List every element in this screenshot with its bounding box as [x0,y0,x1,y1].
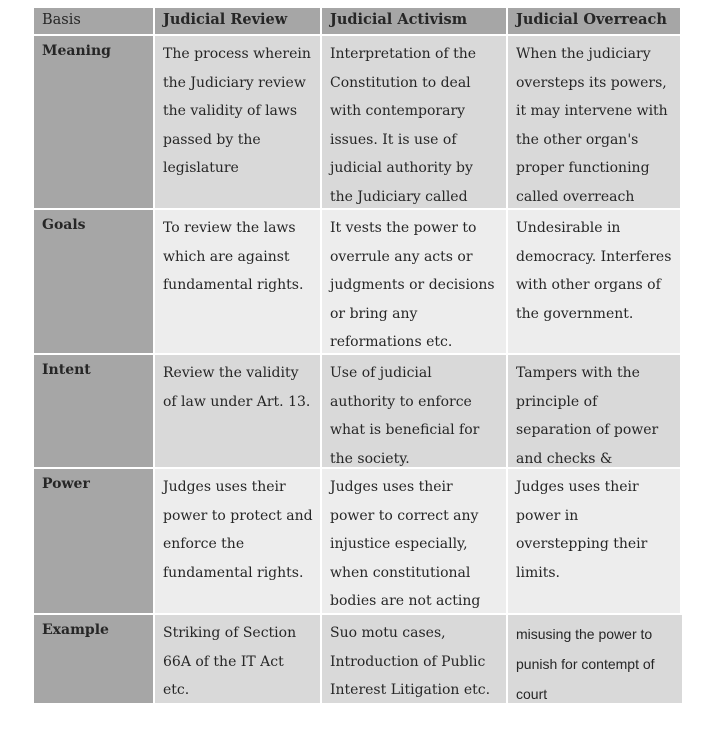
cell-meaning-activism: Interpretation of the Constitution to deal with contemporary issues. It is use of judicial authority by the Judiciary called [322,36,508,210]
row-label-intent: Intent [34,355,155,469]
cell-goals-overreach: Undesirable in democracy. Interferes with other organs of the government. [508,210,682,355]
cell-example-overreach: misusing the power to punish for contempt of court [508,615,682,705]
cell-goals-activism: It vests the power to overrule any acts or judgments or decisions or bring any reformations etc. [322,210,508,355]
header-judicial-review: Judicial Review [155,8,322,36]
header-basis: Basis [34,8,155,36]
cell-intent-review: Review the validity of law under Art. 13. [155,355,322,469]
cell-meaning-overreach: When the judiciary oversteps its powers, it may intervene with the other organ's proper functioning called overreach [508,36,682,210]
cell-power-activism: Judges uses their power to correct any injustice especially, when constitutional bodies are not acting [322,469,508,615]
header-judicial-activism: Judicial Activism [322,8,508,36]
cell-power-review: Judges uses their power to protect and enforce the fundamental rights. [155,469,322,615]
cell-intent-activism: Use of judicial authority to enforce what is beneficial for the society. [322,355,508,469]
cell-meaning-review: The process wherein the Judiciary review the validity of laws passed by the legislature [155,36,322,210]
cell-power-overreach: Judges uses their power in overstepping their limits. [508,469,682,615]
cell-example-review: Striking of Section 66A of the IT Act etc. [155,615,322,705]
row-label-meaning: Meaning [34,36,155,210]
row-label-example: Example [34,615,155,705]
row-label-power: Power [34,469,155,615]
header-judicial-overreach: Judicial Overreach [508,8,682,36]
cell-intent-overreach: Tampers with the principle of separation of power and checks & [508,355,682,469]
cell-goals-review: To review the laws which are against fundamental rights. [155,210,322,355]
row-label-goals: Goals [34,210,155,355]
cell-example-activism: Suo motu cases, Introduction of Public Interest Litigation etc. [322,615,508,705]
comparison-table [34,8,682,705]
